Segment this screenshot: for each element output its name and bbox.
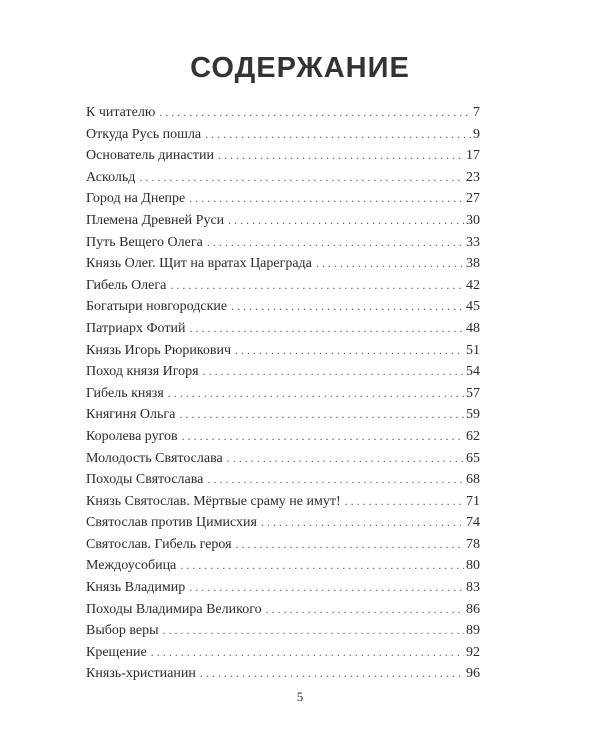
toc-entry xyxy=(86,555,480,577)
dot-leader xyxy=(236,534,464,556)
toc-entry xyxy=(86,663,480,685)
toc-entry xyxy=(86,426,480,448)
dot-leader xyxy=(179,404,464,426)
dot-leader xyxy=(139,167,464,189)
toc-entry-page: 59 xyxy=(466,407,480,423)
toc-entry-title: Поход князя Игоря xyxy=(86,364,199,380)
toc-entry-title: Князь Олег. Щит на вратах Цареграда xyxy=(86,256,312,272)
toc-entry-page: 86 xyxy=(466,601,480,617)
dot-leader xyxy=(170,275,464,297)
toc-entry-page: 80 xyxy=(466,558,480,574)
toc-entry xyxy=(86,296,480,318)
toc-entry xyxy=(86,383,480,405)
toc-entry xyxy=(86,577,480,599)
toc-entry-page: 62 xyxy=(466,428,480,444)
toc-entry-page: 74 xyxy=(466,515,480,531)
toc-entry-title: Походы Святослава xyxy=(86,472,204,488)
toc-entry-title: Откуда Русь пошла xyxy=(86,126,202,142)
toc-entry-title: Князь Игорь Рюрикович xyxy=(86,342,232,358)
toc-entry xyxy=(86,188,480,210)
toc-entry xyxy=(86,642,480,664)
toc-entry-page: 92 xyxy=(466,644,480,660)
toc-entry-title: Гибель князя xyxy=(86,385,164,401)
dot-leader xyxy=(227,448,464,470)
toc-entry-page: 48 xyxy=(466,320,480,336)
toc-entry-title: Королева ругов xyxy=(86,428,178,444)
toc-entry xyxy=(86,512,480,534)
dot-leader xyxy=(205,124,471,146)
toc-entry-page: 7 xyxy=(473,105,480,120)
toc-entry-page: 27 xyxy=(466,191,480,207)
toc-entry-page: 23 xyxy=(466,169,480,185)
dot-leader xyxy=(151,642,464,664)
toc-entry-title: Гибель Олега xyxy=(86,277,167,293)
dot-leader xyxy=(180,555,464,577)
toc-entry xyxy=(86,361,480,383)
toc-entry-title: Патриарх Фотий xyxy=(86,320,186,336)
toc-entry-page: 57 xyxy=(466,385,480,401)
dot-leader xyxy=(316,253,464,275)
toc-entry xyxy=(86,318,480,340)
toc-entry xyxy=(86,599,480,621)
dot-leader xyxy=(182,426,464,448)
toc-entry xyxy=(86,448,480,470)
toc-entry xyxy=(86,620,480,642)
toc-entry xyxy=(86,534,480,556)
dot-leader xyxy=(159,102,471,124)
dot-leader xyxy=(345,491,464,513)
toc-entry-title: К читателю xyxy=(86,105,156,120)
toc-entry-title: Путь Вещего Олега xyxy=(86,234,203,250)
dot-leader xyxy=(218,145,464,167)
toc-entry-title: Город на Днепре xyxy=(86,191,186,207)
dot-leader xyxy=(189,577,464,599)
toc-entry xyxy=(86,275,480,297)
dot-leader xyxy=(207,469,464,491)
toc-entry xyxy=(86,491,480,513)
dot-leader xyxy=(163,620,464,642)
toc-entry-title: Основатель династии xyxy=(86,148,214,164)
toc-entry-page: 33 xyxy=(466,234,480,250)
toc-entry-title: Молодость Святослава xyxy=(86,450,223,466)
dot-leader xyxy=(189,318,464,340)
dot-leader xyxy=(168,383,464,405)
toc-entry-title: Походы Владимира Великого xyxy=(86,601,262,617)
toc-entry-title: Княгиня Ольга xyxy=(86,407,176,423)
toc-entry-title: Князь Владимир xyxy=(86,580,186,596)
toc-entry-page: 38 xyxy=(466,256,480,272)
toc-entry xyxy=(86,340,480,362)
dot-leader xyxy=(228,210,464,232)
toc-entry-page: 51 xyxy=(466,342,480,358)
toc-entry-page: 30 xyxy=(466,212,480,228)
table-of-contents xyxy=(86,102,480,685)
toc-entry xyxy=(86,232,480,254)
toc-entry-page: 17 xyxy=(466,148,480,164)
toc-entry xyxy=(86,253,480,275)
toc-entry-page: 45 xyxy=(466,299,480,315)
toc-entry-page: 42 xyxy=(466,277,480,293)
toc-entry-page: 78 xyxy=(466,536,480,552)
toc-entry-title: Крещение xyxy=(86,644,147,660)
toc-entry-title: Аскольд xyxy=(86,169,136,185)
toc-entry xyxy=(86,102,480,124)
dot-leader xyxy=(261,512,464,534)
toc-entry-page: 65 xyxy=(466,450,480,466)
toc-entry-page: 9 xyxy=(473,126,480,142)
toc-entry xyxy=(86,210,480,232)
toc-entry-title: Святослав. Гибель героя xyxy=(86,536,232,552)
toc-entry-title: Князь Святослав. Мёртвые сраму не имут! xyxy=(86,493,341,509)
dot-leader xyxy=(189,188,464,210)
toc-entry-page: 89 xyxy=(466,623,480,639)
toc-entry-title: Выбор веры xyxy=(86,623,159,639)
page-number: 5 xyxy=(296,689,304,704)
dot-leader xyxy=(203,361,464,383)
toc-entry-page: 83 xyxy=(466,580,480,596)
toc-entry-page: 68 xyxy=(466,472,480,488)
toc-entry-title: Междоусобица xyxy=(86,558,177,574)
toc-entry-page: 71 xyxy=(466,493,480,509)
toc-entry-title: Племена Древней Руси xyxy=(86,212,225,228)
dot-leader xyxy=(235,340,464,362)
toc-entry-page: 96 xyxy=(466,666,480,682)
toc-entry-title: Князь-христианин xyxy=(86,666,196,682)
dot-leader xyxy=(200,663,464,685)
toc-entry-title: Богатыри новгородские xyxy=(86,299,228,315)
dot-leader xyxy=(207,232,464,254)
toc-entry-title: Святослав против Цимисхия xyxy=(86,515,257,531)
toc-entry xyxy=(86,124,480,146)
toc-entry xyxy=(86,167,480,189)
dot-leader xyxy=(231,296,464,318)
toc-entry xyxy=(86,404,480,426)
toc-entry xyxy=(86,469,480,491)
page-title: СОДЕРЖАНИЕ xyxy=(190,52,410,84)
toc-entry-page: 54 xyxy=(466,364,480,380)
toc-entry xyxy=(86,145,480,167)
dot-leader xyxy=(266,599,464,621)
